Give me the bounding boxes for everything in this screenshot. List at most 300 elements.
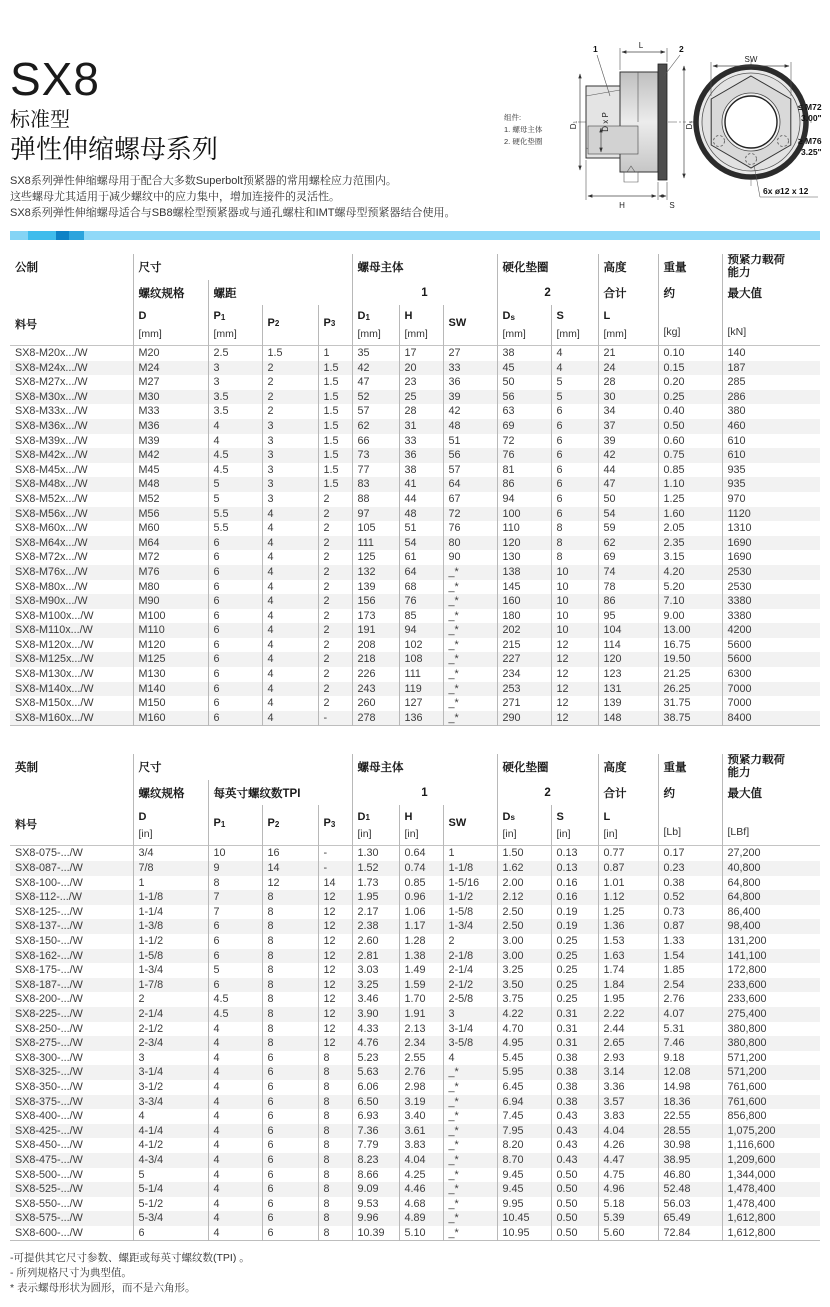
table-cell: M120 xyxy=(133,638,208,653)
table-cell: 2.34 xyxy=(399,1036,443,1051)
table-cell: _* xyxy=(443,1226,497,1241)
table-cell: 7 xyxy=(208,890,262,905)
part-number-cell: SX8-M27x.../W xyxy=(15,376,88,389)
table-cell: _* xyxy=(443,1197,497,1212)
table-cell: 3.00 xyxy=(497,949,551,964)
table-row xyxy=(10,1065,820,1080)
table-cell: 8 xyxy=(208,876,262,891)
table-cell: 4.76 xyxy=(352,1036,399,1051)
part-number-cell: SX8-M20x.../W xyxy=(15,347,88,359)
table-cell: - xyxy=(318,861,352,876)
table-cell: 4 xyxy=(262,594,318,609)
table-cell: 130 xyxy=(497,550,551,565)
table-cell: 4.5 xyxy=(208,992,262,1007)
table-cell: 42 xyxy=(443,404,497,419)
table-cell: 4.68 xyxy=(399,1197,443,1212)
table-cell: 3.14 xyxy=(598,1065,658,1080)
footnote-line: - 所列规格尺寸为典型值。 xyxy=(10,1267,132,1280)
part-number-cell: SX8-150-.../W xyxy=(15,935,83,947)
table-cell: 4.22 xyxy=(497,1007,551,1022)
subgroup-height-total: 合计 xyxy=(598,280,658,305)
table-row xyxy=(10,419,820,434)
table-row xyxy=(10,1051,820,1066)
table-cell: 1.5 xyxy=(318,419,352,434)
group-weight: 重量 xyxy=(658,754,722,780)
dim-label-L: L xyxy=(638,41,644,50)
table-cell: 0.25 xyxy=(551,978,598,993)
part-number-cell: SX8-M160x.../W xyxy=(15,711,94,724)
table-cell: 6 xyxy=(262,1080,318,1095)
table-cell: 1.85 xyxy=(658,963,722,978)
table-cell: 16 xyxy=(262,846,318,861)
table-row xyxy=(10,477,820,492)
table-cell: 1120 xyxy=(722,507,820,522)
table-cell: _* xyxy=(443,1168,497,1183)
table-row xyxy=(10,1211,820,1226)
table-cell: 2 xyxy=(318,623,352,638)
table-row xyxy=(10,507,820,522)
subgroup-capacity-max: 最大值 xyxy=(722,280,820,305)
part-number-cell: SX8-600-.../W xyxy=(15,1226,83,1239)
part-number-cell: SX8-M110x.../W xyxy=(15,624,93,637)
table-cell: 2 xyxy=(318,682,352,697)
table-cell: M110 xyxy=(133,623,208,638)
table-cell: 6 xyxy=(133,1226,208,1241)
table-cell: 4 xyxy=(208,1138,262,1153)
table-cell: 4 xyxy=(208,1080,262,1095)
table-cell: 5600 xyxy=(722,652,820,667)
table-cell: 4 xyxy=(208,1168,262,1183)
table-row xyxy=(10,963,820,978)
table-cell: 3.5 xyxy=(208,390,262,405)
table-cell: 1-1/4 xyxy=(133,905,208,920)
table-row xyxy=(10,696,820,711)
table-cell: 12 xyxy=(551,696,598,711)
table-cell: 0.13 xyxy=(551,861,598,876)
col-part-number: 料号 xyxy=(15,819,37,832)
part-number-cell: SX8-M90x.../W xyxy=(15,595,88,608)
table-cell: 88 xyxy=(352,492,399,507)
table-cell: 63 xyxy=(497,404,551,419)
table-cell: 6 xyxy=(262,1153,318,1168)
table-cell: 148 xyxy=(598,711,658,726)
table-row xyxy=(10,434,820,449)
table-cell: 0.43 xyxy=(551,1124,598,1139)
table-cell: 8 xyxy=(318,1182,352,1197)
table-cell: 0.16 xyxy=(551,890,598,905)
table-cell: 24 xyxy=(598,361,658,376)
table-cell: 0.31 xyxy=(551,1022,598,1037)
table-cell: 77 xyxy=(352,463,399,478)
table-cell: 48 xyxy=(399,507,443,522)
table-cell: 2.60 xyxy=(352,934,399,949)
table-cell: 4 xyxy=(443,1051,497,1066)
table-cell: 2 xyxy=(133,992,208,1007)
table-cell: 5.60 xyxy=(598,1226,658,1241)
table-cell: 80 xyxy=(443,536,497,551)
table-cell: 4 xyxy=(262,696,318,711)
table-cell: 57 xyxy=(352,404,399,419)
table-cell: 761,600 xyxy=(722,1095,820,1110)
table-cell: 33 xyxy=(443,361,497,376)
accent-bar xyxy=(10,231,820,240)
table-cell: 0.50 xyxy=(551,1197,598,1212)
group-weight: 重量 xyxy=(658,254,722,280)
table-cell: 6 xyxy=(551,463,598,478)
part-number-cell: SX8-M140x.../W xyxy=(15,682,94,695)
table-cell: 0.52 xyxy=(658,890,722,905)
part-number-cell: SX8-M76x.../W xyxy=(15,565,88,578)
table-cell: 72 xyxy=(497,434,551,449)
table-cell: 1.60 xyxy=(658,507,722,522)
table-cell: _* xyxy=(443,638,497,653)
table-cell: 5.10 xyxy=(399,1226,443,1241)
table-row xyxy=(10,521,820,536)
table-cell: 2 xyxy=(318,638,352,653)
table-cell: 42 xyxy=(598,448,658,463)
table-cell: 2 xyxy=(318,550,352,565)
part-number-cell: SX8-M130x.../W xyxy=(15,668,94,681)
table-cell: 8 xyxy=(551,536,598,551)
table-row xyxy=(10,390,820,405)
table-cell: 19.50 xyxy=(658,652,722,667)
table-cell: 5.95 xyxy=(497,1065,551,1080)
table-cell: 0.38 xyxy=(658,876,722,891)
part-number-cell: SX8-M39x.../W xyxy=(15,434,88,447)
imperial-table-head xyxy=(10,754,820,846)
table-cell: 8.20 xyxy=(497,1138,551,1153)
group-capacity: 预紧力载荷 能力 xyxy=(722,254,820,280)
part-number-cell: SX8-M42x.../W xyxy=(15,449,88,462)
table-cell: 127 xyxy=(399,696,443,711)
table-cell: 3.5 xyxy=(208,404,262,419)
col-D1: $D_1$ [mm] xyxy=(352,305,399,346)
part-number-cell: SX8-400-.../W xyxy=(15,1110,83,1123)
table-cell: M33 xyxy=(133,404,208,419)
table-cell: 28.55 xyxy=(658,1124,722,1139)
table-cell: 1.59 xyxy=(399,978,443,993)
table-cell: 12 xyxy=(551,682,598,697)
table-cell: 8 xyxy=(318,1197,352,1212)
group-dims: 尺寸 xyxy=(133,254,352,280)
table-cell: 6 xyxy=(262,1226,318,1241)
table-cell: 856,800 xyxy=(722,1109,820,1124)
table-cell: 8 xyxy=(318,1226,352,1241)
table-cell: 86 xyxy=(497,477,551,492)
table-cell: 0.15 xyxy=(658,361,722,376)
table-cell: 4.95 xyxy=(497,1036,551,1051)
table-cell: 4 xyxy=(208,1065,262,1080)
table-row xyxy=(10,536,820,551)
table-row xyxy=(10,1095,820,1110)
table-cell: 2.44 xyxy=(598,1022,658,1037)
table-cell: 0.50 xyxy=(551,1211,598,1226)
table-cell: 1.38 xyxy=(399,949,443,964)
description-line: SX8系列弹性伸缩螺母用于配合大多数Superbolt预紧器的常用螺栓应力范围内。 xyxy=(10,175,397,187)
table-row xyxy=(10,565,820,580)
table-cell: M24 xyxy=(133,361,208,376)
table-cell: 180 xyxy=(497,609,551,624)
table-cell: 6 xyxy=(262,1182,318,1197)
part-number-cell: SX8-125-.../W xyxy=(15,905,83,918)
table-cell: 0.87 xyxy=(658,919,722,934)
table-cell: 38.75 xyxy=(658,711,722,726)
table-cell: M64 xyxy=(133,536,208,551)
table-cell: 5-1/4 xyxy=(133,1182,208,1197)
table-cell: 10 xyxy=(551,580,598,595)
table-cell: 6 xyxy=(208,949,262,964)
table-cell: 4.04 xyxy=(399,1153,443,1168)
table-cell: _* xyxy=(443,1065,497,1080)
table-cell: 6 xyxy=(551,492,598,507)
table-cell: 4.5 xyxy=(208,448,262,463)
table-cell: 1.5 xyxy=(318,477,352,492)
table-cell: 3 xyxy=(262,448,318,463)
table-cell: 4 xyxy=(262,507,318,522)
table-cell: 935 xyxy=(722,463,820,478)
table-row xyxy=(10,949,820,964)
part-number-cell: SX8-M48x.../W xyxy=(15,478,88,491)
table-cell: 7.95 xyxy=(497,1124,551,1139)
group-dims: 尺寸 xyxy=(133,754,352,780)
table-cell: 12 xyxy=(318,1007,352,1022)
footnote-line: -可提供其它尺寸参数、螺距或每英寸螺纹数(TPI) 。 xyxy=(10,1252,250,1265)
table-cell: 6.50 xyxy=(352,1095,399,1110)
table-cell: 1.5 xyxy=(318,404,352,419)
table-cell: 2 xyxy=(318,696,352,711)
table-cell: _* xyxy=(443,696,497,711)
table-cell: 4-1/4 xyxy=(133,1124,208,1139)
table-cell: 119 xyxy=(399,682,443,697)
table-cell: 21 xyxy=(598,346,658,361)
metric-table-body xyxy=(10,346,820,726)
table-cell: 6 xyxy=(262,1095,318,1110)
table-cell: 5-1/2 xyxy=(133,1197,208,1212)
table-cell: 0.25 xyxy=(551,992,598,1007)
table-cell: 2-1/2 xyxy=(133,1022,208,1037)
table-cell: 36 xyxy=(399,448,443,463)
nut-drawing-svg xyxy=(498,34,823,212)
table-cell: 8 xyxy=(262,890,318,905)
table-cell: 76 xyxy=(497,448,551,463)
table-cell: 42 xyxy=(352,361,399,376)
col-S: S [mm] xyxy=(551,305,598,346)
table-cell: 37 xyxy=(598,419,658,434)
table-cell: 0.20 xyxy=(658,375,722,390)
table-cell: 1.12 xyxy=(598,890,658,905)
table-cell: 6.45 xyxy=(497,1080,551,1095)
table-cell: 12 xyxy=(318,1022,352,1037)
table-cell: _* xyxy=(443,594,497,609)
table-cell: 62 xyxy=(598,536,658,551)
table-cell: 4 xyxy=(208,1197,262,1212)
table-cell: 4.89 xyxy=(399,1211,443,1226)
table-cell: 56 xyxy=(497,390,551,405)
metric-table-head xyxy=(10,254,820,346)
table-cell: 0.17 xyxy=(658,846,722,861)
table-cell: 139 xyxy=(352,580,399,595)
table-cell: _* xyxy=(443,667,497,682)
table-row xyxy=(10,652,820,667)
table-cell: 1-3/4 xyxy=(443,919,497,934)
table-row xyxy=(10,711,820,726)
table-cell: 4-1/2 xyxy=(133,1138,208,1153)
page-subtitle-type: 标准型 xyxy=(10,109,70,131)
table-cell: 2-1/8 xyxy=(443,949,497,964)
page-title: SX8 xyxy=(10,53,100,105)
table-cell: 275,400 xyxy=(722,1007,820,1022)
table-cell: 4.04 xyxy=(598,1124,658,1139)
part-number-cell: SX8-225-.../W xyxy=(15,1007,83,1020)
table-row xyxy=(10,463,820,478)
part-number-cell: SX8-M30x.../W xyxy=(15,390,88,403)
table-cell: _* xyxy=(443,623,497,638)
table-cell: 81 xyxy=(497,463,551,478)
table-cell: 0.38 xyxy=(551,1080,598,1095)
table-cell: 6 xyxy=(262,1109,318,1124)
table-row xyxy=(10,448,820,463)
table-cell: 1.62 xyxy=(497,861,551,876)
table-cell: 1-7/8 xyxy=(133,978,208,993)
front-view xyxy=(690,55,822,197)
table-cell: - xyxy=(318,711,352,726)
table-cell: 3.25 xyxy=(497,963,551,978)
table-cell: 69 xyxy=(497,419,551,434)
table-cell: 2 xyxy=(318,507,352,522)
part-number-cell: SX8-M24x.../W xyxy=(15,361,88,374)
col-Ds: $D_s$ [in] xyxy=(497,805,551,846)
table-cell: 2 xyxy=(262,404,318,419)
col-kN: [kN] xyxy=(722,305,820,346)
table-cell: 3 xyxy=(208,361,262,376)
group-capacity: 预紧力载荷 能力 xyxy=(722,754,820,780)
table-row xyxy=(10,1153,820,1168)
group-height: 高度 xyxy=(598,754,658,780)
col-D: D [mm] xyxy=(133,305,208,346)
table-cell: 3 xyxy=(262,463,318,478)
table-cell: 125 xyxy=(352,550,399,565)
dim-label-H: H xyxy=(619,201,625,210)
table-cell: 1.25 xyxy=(658,492,722,507)
table-cell: 4 xyxy=(133,1109,208,1124)
table-row xyxy=(10,550,820,565)
table-cell: 1.5 xyxy=(318,448,352,463)
table-cell: 6 xyxy=(208,565,262,580)
table-cell: 0.64 xyxy=(399,846,443,861)
table-cell: 3-1/4 xyxy=(443,1022,497,1037)
table-cell: 0.50 xyxy=(551,1168,598,1183)
table-cell: 6 xyxy=(551,477,598,492)
footnote-line: * 表示螺母形状为圆形，而不是六角形。 xyxy=(10,1282,196,1295)
table-cell: 380,800 xyxy=(722,1036,820,1051)
table-cell: 38 xyxy=(497,346,551,361)
table-cell: 3 xyxy=(262,492,318,507)
table-cell: 66 xyxy=(352,434,399,449)
table-cell: 4.25 xyxy=(399,1168,443,1183)
table-cell: 4.46 xyxy=(399,1182,443,1197)
table-cell: 1.5 xyxy=(318,434,352,449)
table-row xyxy=(10,375,820,390)
col-P1: $P_1$ xyxy=(208,805,262,846)
table-cell: 3.50 xyxy=(497,978,551,993)
table-cell: 12.08 xyxy=(658,1065,722,1080)
table-cell: 7 xyxy=(208,905,262,920)
table-cell: 35 xyxy=(352,346,399,361)
subgroup-body-num: 1 xyxy=(352,280,497,305)
table-cell: 3.15 xyxy=(658,550,722,565)
table-row xyxy=(10,1124,820,1139)
table-cell: 94 xyxy=(497,492,551,507)
table-cell: 4 xyxy=(262,580,318,595)
table-cell: 4.20 xyxy=(658,565,722,580)
table-cell: 8 xyxy=(262,963,318,978)
technical-drawing xyxy=(498,34,823,212)
table-cell: 51 xyxy=(443,434,497,449)
table-cell: 6 xyxy=(262,1197,318,1212)
col-Lb: [Lb] xyxy=(658,805,722,846)
table-cell: 3 xyxy=(133,1051,208,1066)
table-cell: 85 xyxy=(399,609,443,624)
table-cell: 0.31 xyxy=(551,1036,598,1051)
part-number-cell: SX8-275-.../W xyxy=(15,1037,83,1050)
part-number-cell: SX8-M45x.../W xyxy=(15,463,88,476)
table-cell: 6 xyxy=(208,536,262,551)
table-cell: 50 xyxy=(598,492,658,507)
table-cell: 8 xyxy=(318,1080,352,1095)
table-cell: 215 xyxy=(497,638,551,653)
part-number-cell: SX8-M80x.../W xyxy=(15,580,88,593)
table-cell: 10 xyxy=(551,609,598,624)
table-cell: 3.83 xyxy=(598,1109,658,1124)
table-cell: 65.49 xyxy=(658,1211,722,1226)
group-washer: 硬化垫圈 xyxy=(497,254,598,280)
table-cell: 74 xyxy=(598,565,658,580)
table-cell: 2.50 xyxy=(497,905,551,920)
table-cell: 8.23 xyxy=(352,1153,399,1168)
table-cell: 6 xyxy=(208,623,262,638)
col-SW: SW xyxy=(443,305,497,346)
table-cell: 6 xyxy=(208,934,262,949)
table-cell: 3 xyxy=(262,477,318,492)
table-cell: 156 xyxy=(352,594,399,609)
table-cell: 1.06 xyxy=(399,905,443,920)
table-cell: 0.10 xyxy=(658,346,722,361)
table-cell: M130 xyxy=(133,667,208,682)
table-cell: 12 xyxy=(318,992,352,1007)
table-cell: 8 xyxy=(262,934,318,949)
table-cell: 0.19 xyxy=(551,905,598,920)
accent-bar-segment xyxy=(28,231,56,240)
drawing-legend-title: 组件: xyxy=(504,113,522,122)
table-cell: 6 xyxy=(208,609,262,624)
table-cell: 2.38 xyxy=(352,919,399,934)
table-cell: 4 xyxy=(262,652,318,667)
table-cell: 1.63 xyxy=(598,949,658,964)
table-cell: 2.93 xyxy=(598,1051,658,1066)
subgroup-body-num: 1 xyxy=(352,780,497,805)
table-cell: 1.25 xyxy=(598,905,658,920)
subgroup-capacity-max: 最大值 xyxy=(722,780,820,805)
col-SW: SW xyxy=(443,805,497,846)
table-cell: 39 xyxy=(443,390,497,405)
metric-spec-table xyxy=(10,254,820,726)
table-cell: 47 xyxy=(598,477,658,492)
part-number-cell: SX8-325-.../W xyxy=(15,1066,83,1079)
table-cell: 4 xyxy=(208,1109,262,1124)
table-cell: 1.50 xyxy=(497,846,551,861)
table-cell: M52 xyxy=(133,492,208,507)
part-number-cell: SX8-M120x.../W xyxy=(15,638,94,651)
